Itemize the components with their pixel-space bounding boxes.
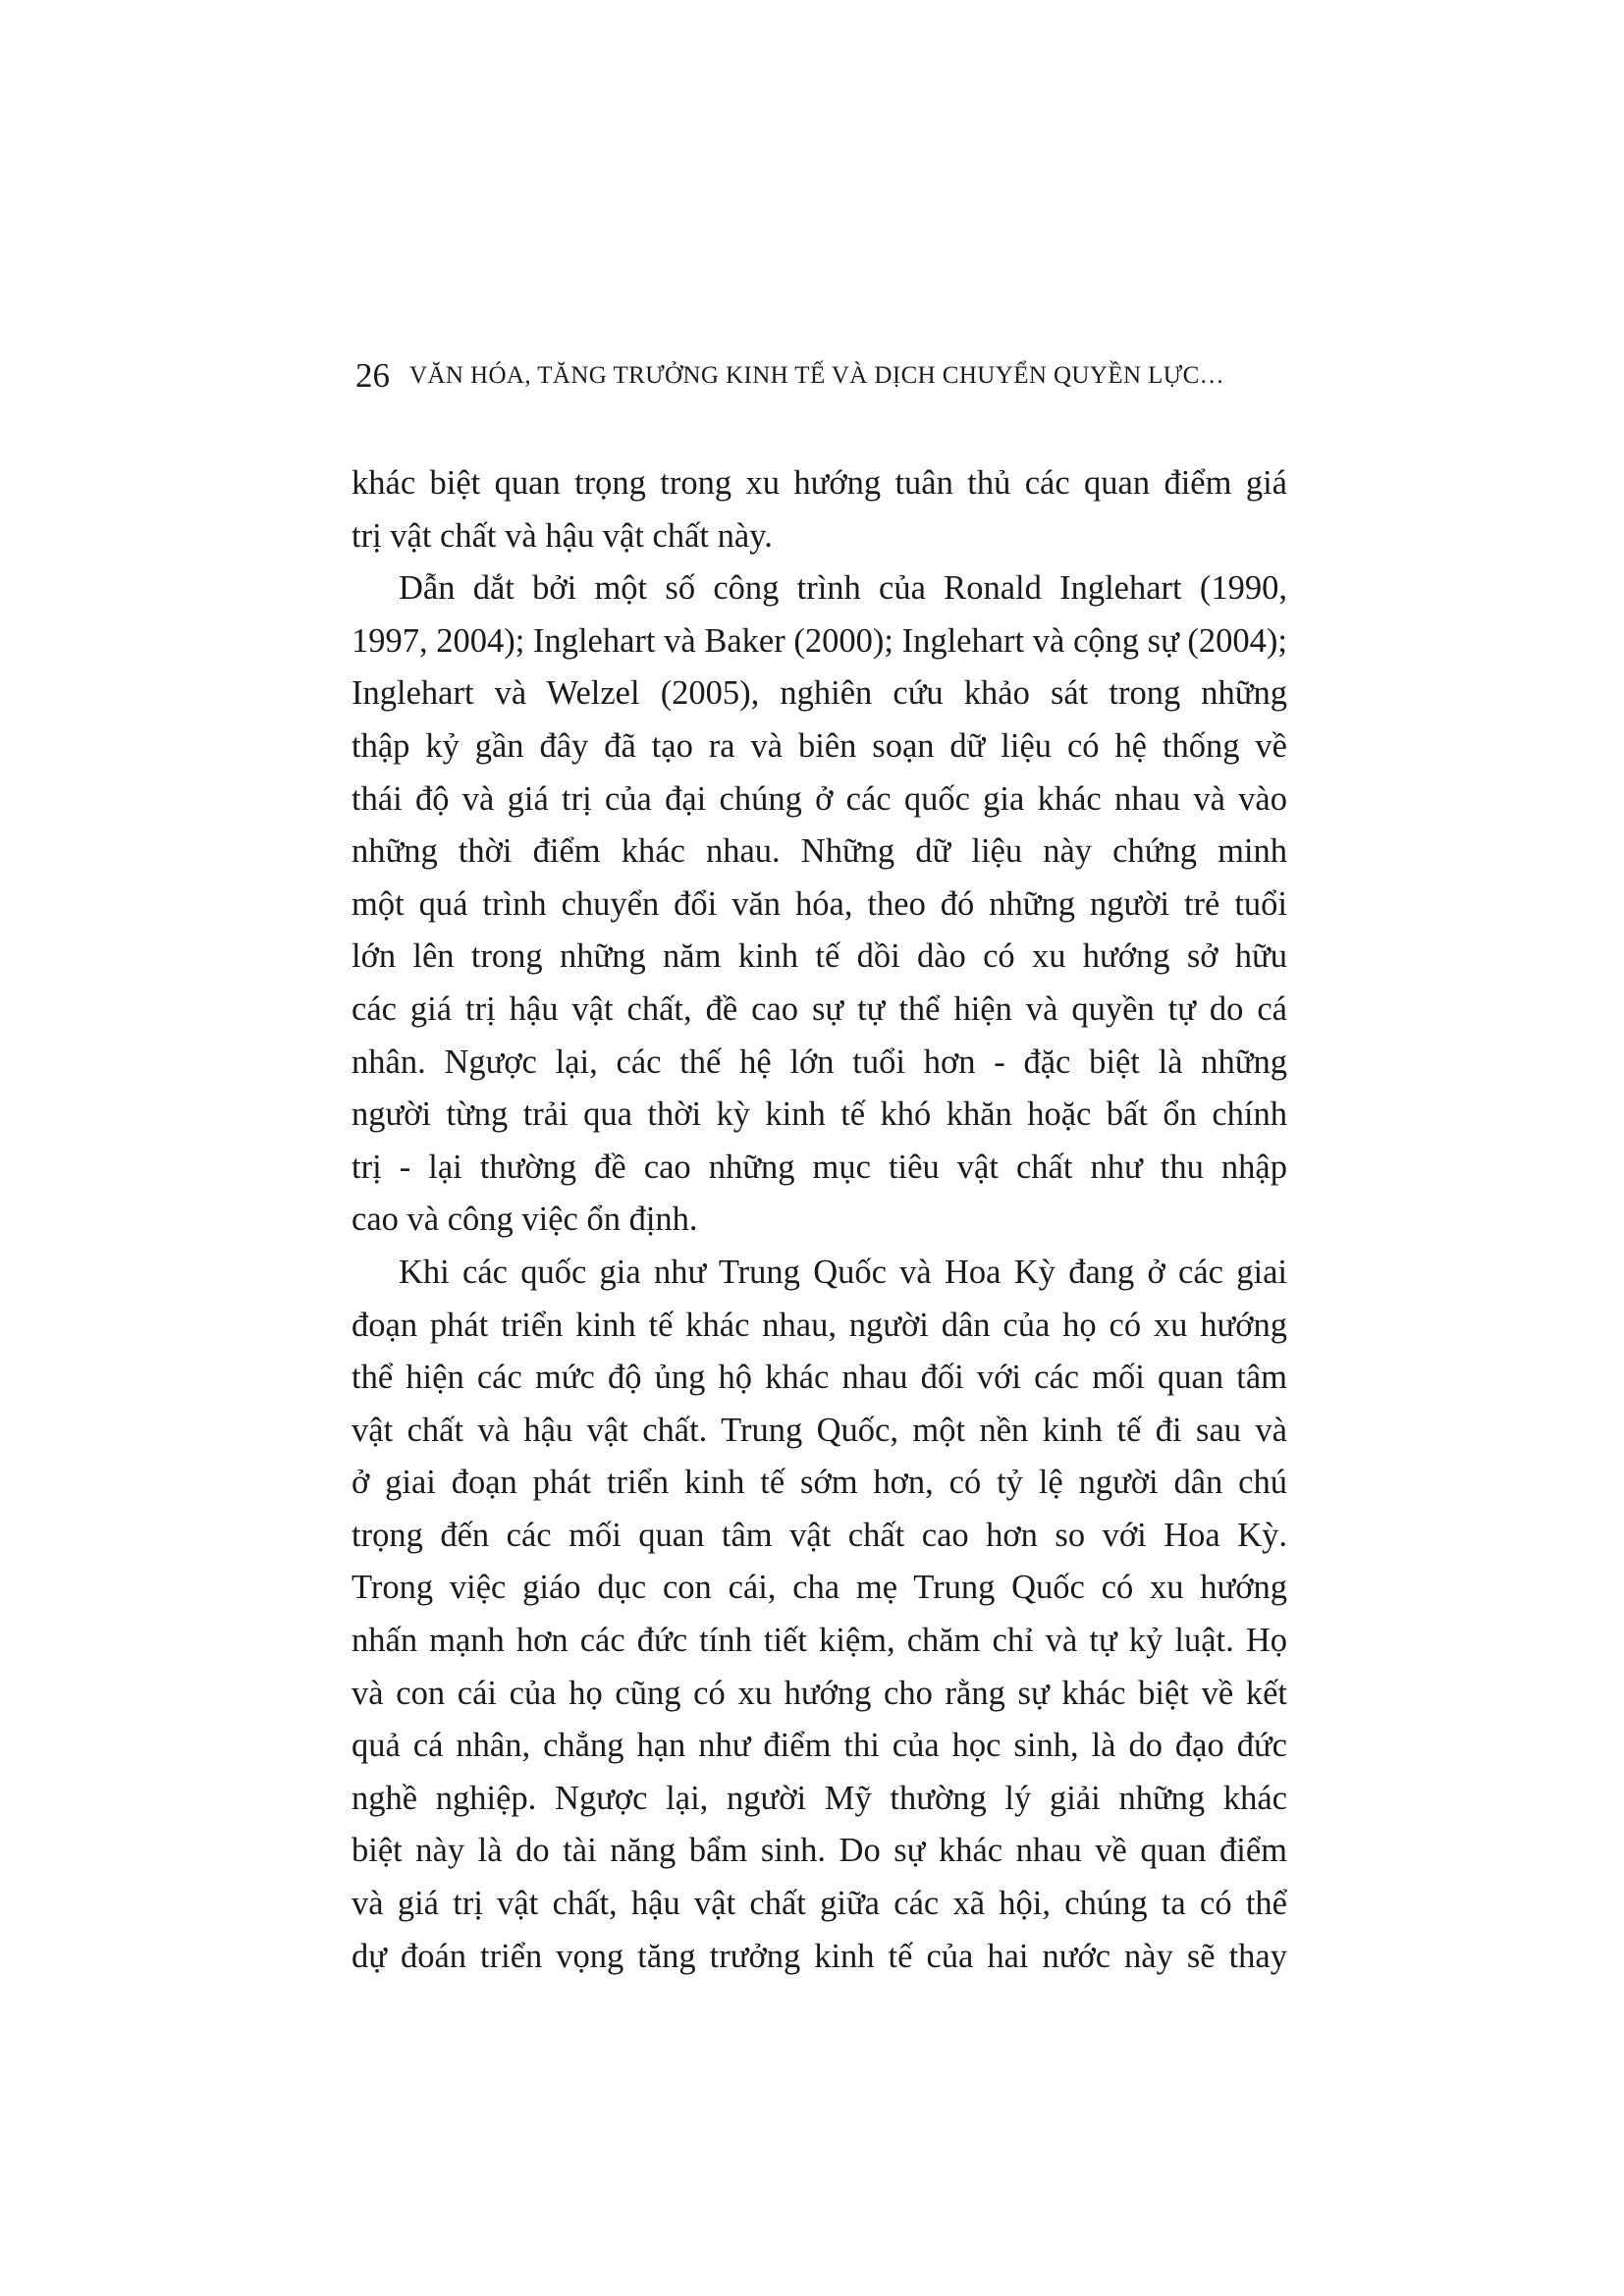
- text-line: một quá trình chuyển đổi văn hóa, theo đó những người trẻ tuổi: [352, 884, 1287, 923]
- text-line: thái độ và giá trị của đại chúng ở các quốc gia khác nhau và vào: [352, 779, 1287, 818]
- text-line: vật chất và hậu vật chất. Trung Quốc, một nền kinh tế đi sau và: [352, 1411, 1287, 1449]
- text-line: thập kỷ gần đây đã tạo ra và biên soạn dữ liệu có hệ thống về: [352, 726, 1287, 765]
- page-number: 26: [355, 356, 390, 395]
- text-line: Inglehart và Welzel (2005), nghiên cứu khảo sát trong những: [352, 674, 1287, 713]
- text-line: lớn lên trong những năm kinh tế dồi dào có xu hướng sở hữu: [352, 937, 1287, 976]
- text-line: 1997, 2004); Inglehart và Baker (2000); Inglehart và cộng sự (2004);: [352, 621, 1287, 660]
- text-line: thể hiện các mức độ ủng hộ khác nhau đối với các mối quan tâm: [352, 1359, 1287, 1397]
- text-line: Trong việc giáo dục con cái, cha mẹ Trung Quốc có xu hướng: [352, 1569, 1287, 1607]
- text-line: cao và công việc ổn định.: [352, 1201, 698, 1239]
- text-line: những thời điểm khác nhau. Những dữ liệu này chứng minh: [352, 832, 1287, 871]
- text-line: nhấn mạnh hơn các đức tính tiết kiệm, chăm chỉ và tự kỷ luật. Họ: [352, 1622, 1287, 1660]
- text-line: biệt này là do tài năng bẩm sinh. Do sự khác nhau về quan điểm: [352, 1832, 1287, 1870]
- paragraph-first-line: Dẫn dắt bởi một số công trình của Ronald Inglehart (1990,: [399, 569, 1287, 608]
- text-line: nghề nghiệp. Ngược lại, người Mỹ thường lý giải những khác: [352, 1779, 1287, 1817]
- text-line: quả cá nhân, chẳng hạn như điểm thi của học sinh, là do đạo đức: [352, 1727, 1287, 1765]
- paragraph-first-line: Khi các quốc gia như Trung Quốc và Hoa Kỳ đang ở các giai: [399, 1253, 1287, 1291]
- running-title: VĂN HÓA, TĂNG TRƯỞNG KINH TẾ VÀ DỊCH CHUYỂN QUYỀN LỰC…: [409, 362, 1225, 389]
- body-text: [352, 457, 1287, 1983]
- text-line: trị - lại thường đề cao những mục tiêu vật chất như thu nhập: [352, 1148, 1287, 1186]
- text-line: trọng đến các mối quan tâm vật chất cao hơn so với Hoa Kỳ.: [352, 1516, 1287, 1554]
- text-line: khác biệt quan trọng trong xu hướng tuân thủ các quan điểm giá: [352, 464, 1287, 502]
- text-line: nhân. Ngược lại, các thế hệ lớn tuổi hơn - đặc biệt là những: [352, 1042, 1287, 1081]
- text-line: ở giai đoạn phát triển kinh tế sớm hơn, có tỷ lệ người dân chú: [352, 1464, 1287, 1502]
- text-line: trị vật chất và hậu vật chất này.: [352, 516, 773, 555]
- text-line: và con cái của họ cũng có xu hướng cho rằng sự khác biệt về kết: [352, 1674, 1287, 1712]
- text-line: dự đoán triển vọng tăng trưởng kinh tế của hai nước này sẽ thay: [352, 1937, 1287, 1975]
- running-header: [355, 351, 1288, 400]
- text-line: và giá trị vật chất, hậu vật chất giữa các xã hội, chúng ta có thể: [352, 1885, 1287, 1923]
- text-line: các giá trị hậu vật chất, đề cao sự tự thể hiện và quyền tự do cá: [352, 989, 1287, 1028]
- text-line: người từng trải qua thời kỳ kinh tế khó khăn hoặc bất ổn chính: [352, 1095, 1287, 1134]
- text-line: đoạn phát triển kinh tế khác nhau, người dân của họ có xu hướng: [352, 1306, 1287, 1344]
